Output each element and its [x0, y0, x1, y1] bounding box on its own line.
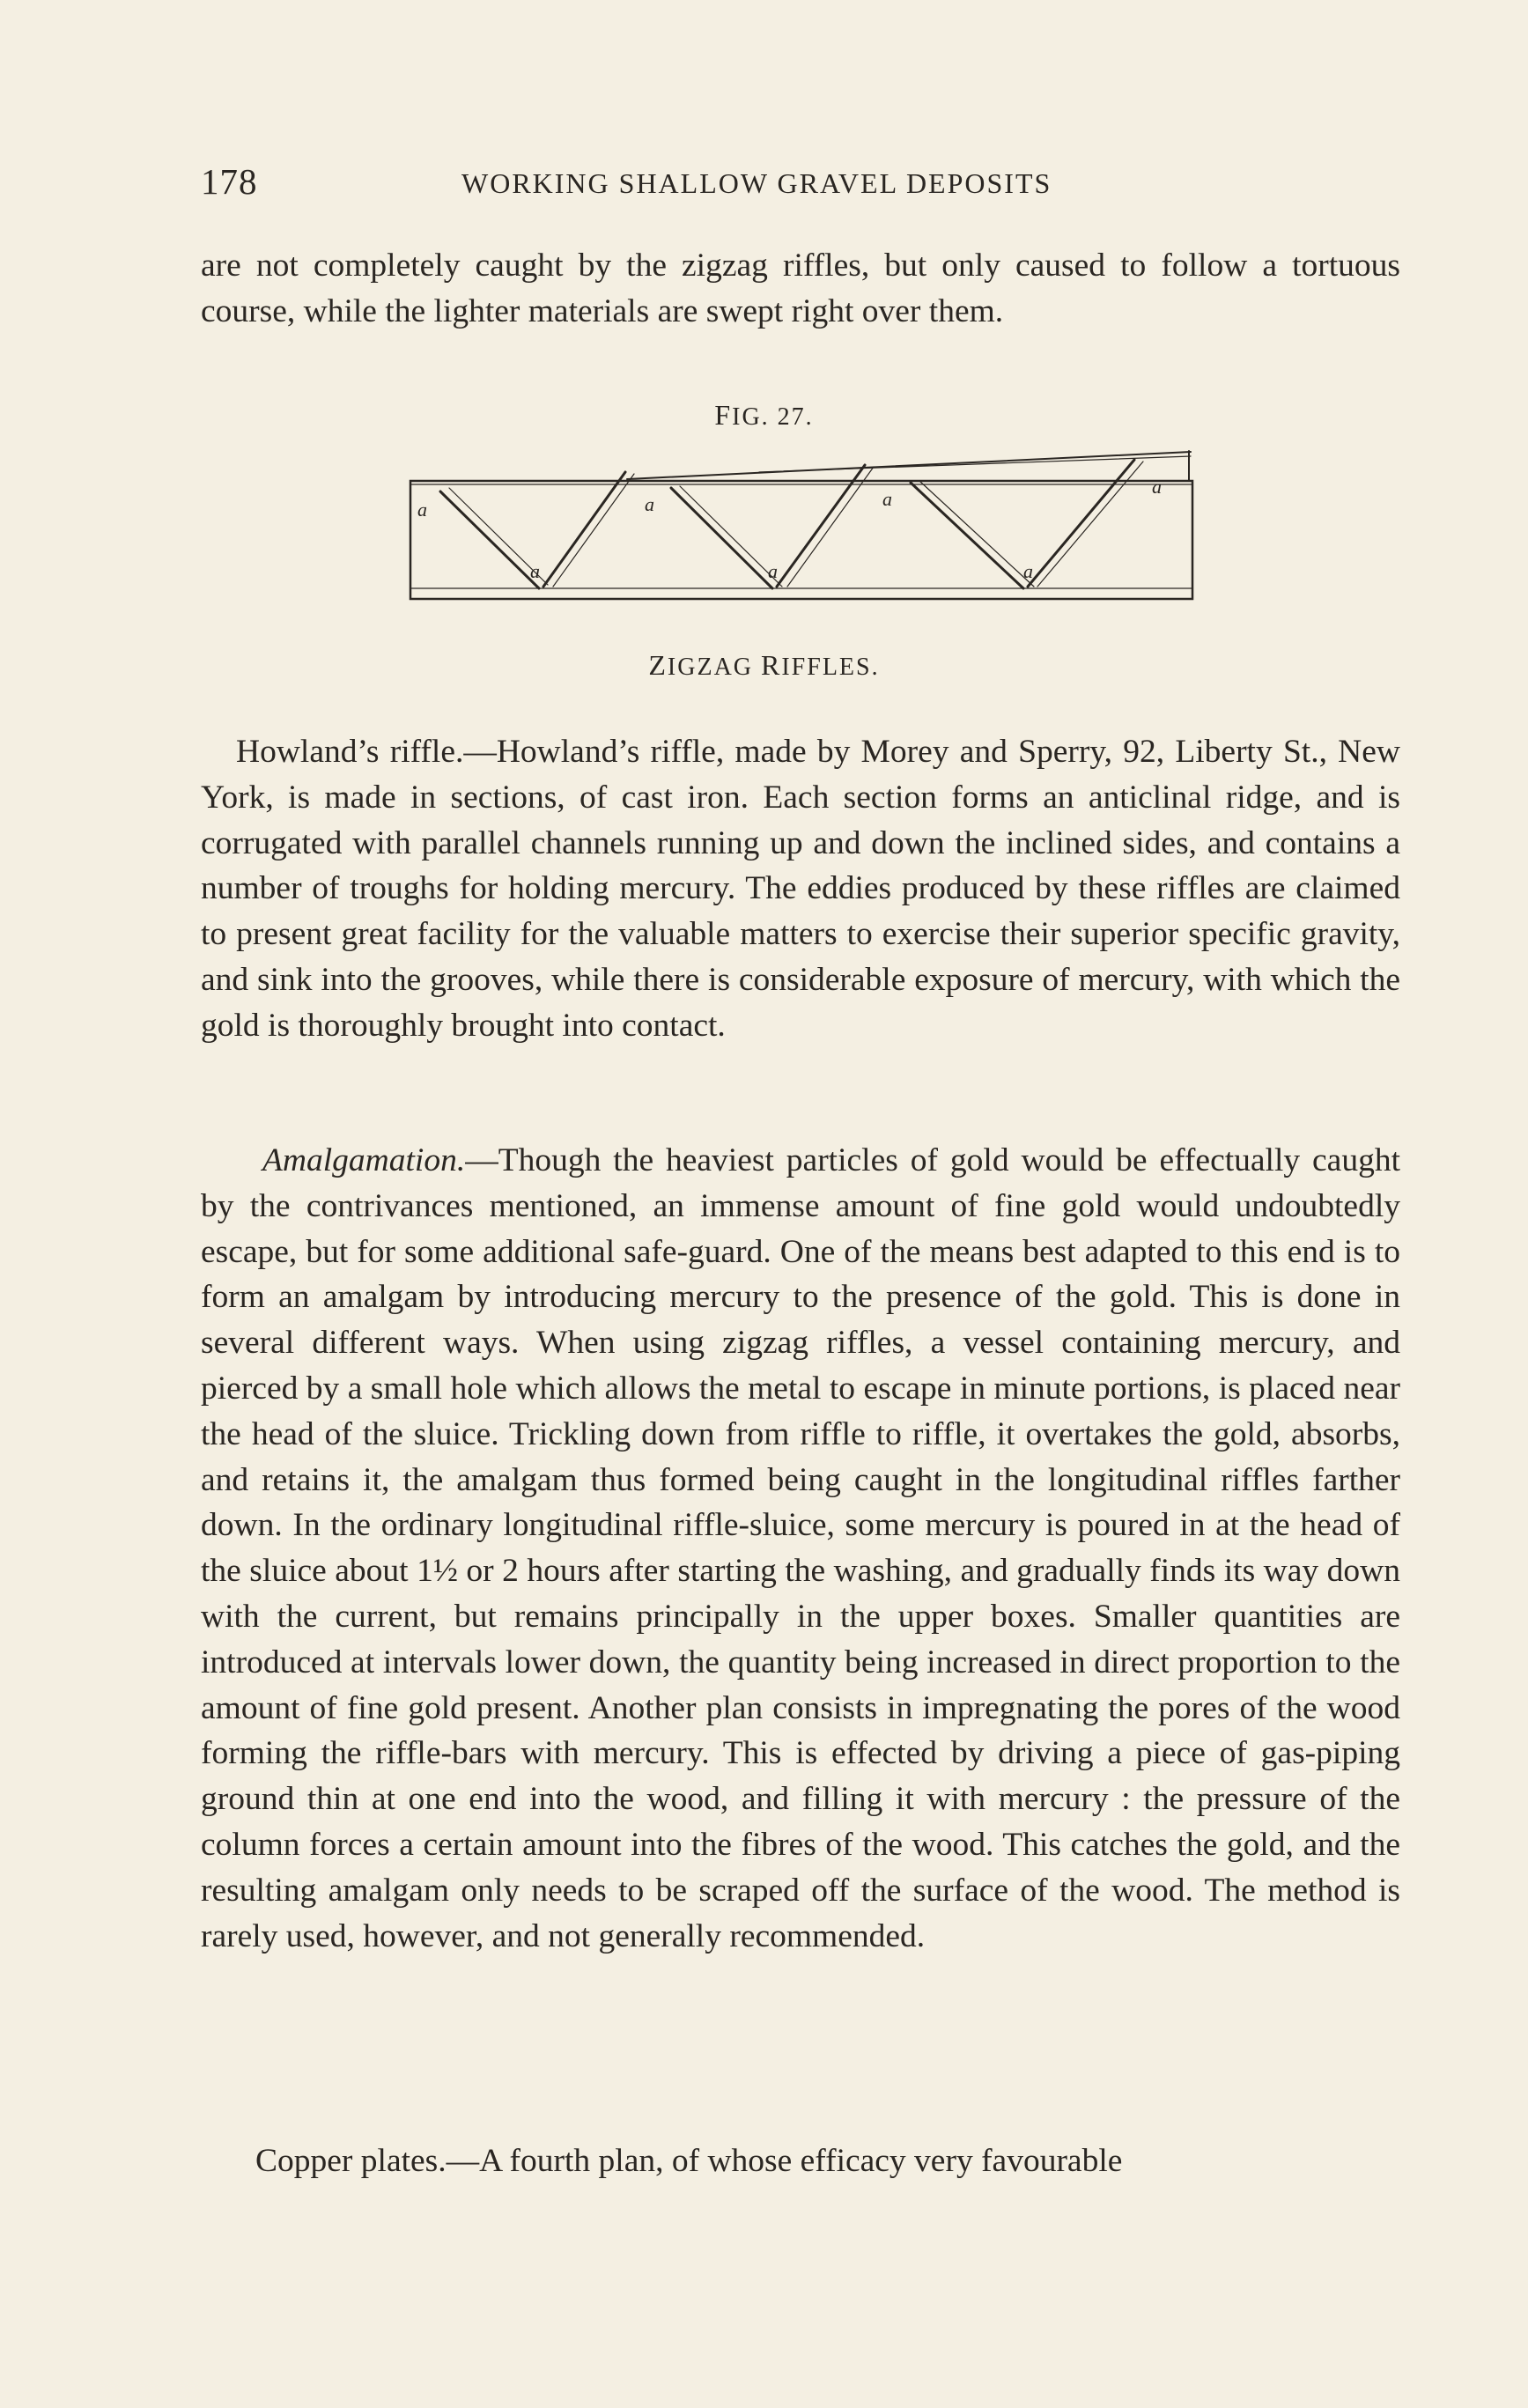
- label-a: a: [530, 560, 540, 582]
- riffle-bar: [777, 465, 865, 587]
- page-number: 178: [201, 161, 258, 202]
- paragraph-intro: are not completely caught by the zigzag riffles, but only caused to follow a tortuous course, while the lighter materials are swept right over them.: [201, 247, 1400, 329]
- paragraph-amalgamation: [201, 1138, 1400, 1959]
- label-a: a: [1152, 476, 1162, 498]
- riffle-bar: [1028, 460, 1134, 587]
- riffle-bar: [440, 491, 539, 588]
- riffle-bar: [543, 472, 625, 587]
- label-a: a: [768, 560, 778, 582]
- zigzag-riffles-figure: [407, 447, 1196, 604]
- amalgamation-heading: Amalgamation.: [262, 1142, 466, 1178]
- sluice-box-outline: [410, 481, 1192, 599]
- amalgamation-body: —Though the heaviest particles of gold would be effectually caught by the contrivances mentioned, an immense amount of fine gold would undoubtedly escape, but for some additional safe-guard. One of the means best adapted to this end is to form an amalgam by introducing mercury to the presence of the gold. This is done in several different ways. When using zigzag riffles, a vessel containing mercury, and pierced by a small hole which allows the metal to escape in minute portions, is placed near the head of the sluice. Trickling down from riffle to riffle, it overtakes the gold, absorbs, and retains it, the amalgam thus formed being caught in the longitudinal riffles farther down. In the ordinary longitudinal riffle-sluice, some mercury is poured in at the head of the sluice about 1½ or 2 hours after starting the washing, and gradually finds its way down with the current, but remains principally in the upper boxes. Smaller quantities are introduced at intervals lower down, the quantity being increased in direct proportion to the amount of fine gold present. Another plan consists in impregnating the pores of the wood forming the riffle-bars with mercury. This is effected by driving a piece of gas-piping ground thin at one end into the wood, and filling it with mercury : the pressure of the column forces a certain amount into the fibres of the wood. This catches the gold, and the resulting amalgam only needs to be scraped off the surface of the wood. The method is rarely used, however, and not generally recommended.: [201, 1142, 1400, 1954]
- label-a: a: [882, 488, 892, 510]
- figure-label: FIG. 27.: [714, 399, 814, 431]
- running-head: WORKING SHALLOW GRAVEL DEPOSITS: [461, 167, 1052, 199]
- riffle-bar: [671, 488, 772, 588]
- paragraph-howlands-riffle: Howland’s riffle.—Howland’s riffle, made by Morey and Sperry, 92, Liberty St., New York, is made in sections, of cast iron. Each section forms an anticlinal ridge, and is corrugated with parallel channels running up and down the inclined sides, and contains a number of troughs for holding mercury. The eddies produced by these riffles are claimed to present great facility for the valuable matters to exercise their superior specific gravity, and sink into the grooves, while there is considerable exposure of mercury, with which the gold is thoroughly brought into contact.: [201, 734, 1400, 1044]
- figure-caption: ZIGZAG RIFFLES.: [648, 649, 880, 681]
- page-header: [201, 160, 1399, 213]
- label-a: a: [645, 493, 654, 515]
- label-a: a: [417, 499, 427, 521]
- paragraph-copper-plates: Copper plates.—A fourth plan, of whose efficacy very favourable: [255, 2143, 1123, 2179]
- riffle-bar: [911, 483, 1023, 588]
- label-a: a: [1023, 560, 1033, 582]
